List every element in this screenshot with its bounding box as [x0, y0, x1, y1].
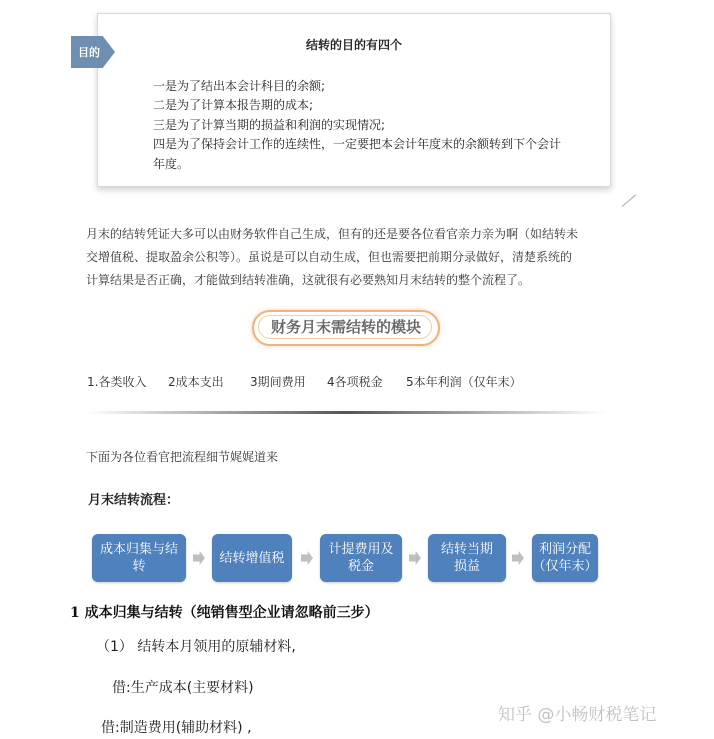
module-item-3: 3期间费用 — [250, 375, 306, 389]
flow-step-cost-collection — [92, 534, 186, 582]
module-item-5: 5本年利润（仅年末） — [406, 375, 522, 389]
arrow-right-icon — [409, 551, 421, 565]
journal-entry-line-1: 借:生产成本(主要材料) — [112, 680, 254, 696]
intro-line-3: 计算结果是否正确，才能做到结转准确，这就很有必要熟知月末结转的整个流程了。 — [86, 273, 531, 287]
section-1-subheading: （1） 结转本月领用的原辅材料, — [96, 639, 296, 655]
section-divider — [86, 411, 606, 414]
purpose-item-3: 三是为了计算当期的损益和利润的实现情况; — [153, 118, 386, 132]
flow-step-vat — [212, 534, 292, 582]
module-item-1: 1.各类收入 — [87, 375, 147, 389]
purpose-tag-label: 目的 — [78, 46, 100, 59]
section-1-heading: 1 成本归集与结转（纯销售型企业请忽略前三步） — [70, 605, 379, 621]
purpose-item-4-cont: 年度。 — [153, 157, 190, 171]
flow-step-label: 计提费用及 — [328, 542, 394, 557]
flow-step-accrue-fees — [320, 534, 402, 582]
flow-step-label: 损益 — [453, 559, 480, 574]
flow-intro: 下面为各位看官把流程细节娓娓道来 — [86, 450, 279, 464]
arrow-right-icon — [301, 551, 313, 565]
flow-step-profit-distribution — [532, 534, 598, 582]
purpose-item-1: 一是为了结出本会计科目的余额; — [153, 79, 326, 93]
flow-step-label: 结转当期 — [440, 542, 493, 557]
decorative-line — [622, 195, 636, 207]
arrow-right-icon — [512, 551, 524, 565]
module-item-4: 4各项税金 — [327, 375, 383, 389]
purpose-item-2: 二是为了计算本报告期的成本; — [153, 98, 314, 112]
purpose-card — [97, 13, 611, 187]
journal-entry-line-2: 借:制造费用(辅助材料) , — [101, 720, 252, 736]
intro-line-2: 交增值税、提取盈余公积等）。虽说是可以自动生成，但也需要把前期分录做好，清楚系统的 — [86, 250, 573, 264]
purpose-item-4: 四是为了保持会计工作的连续性，一定要把本会计年度末的余额转到下个会计 — [153, 137, 562, 151]
module-item-2: 2成本支出 — [168, 375, 224, 389]
intro-line-1: 月末的结转凭证大多可以由财务软件自己生成，但有的还是要各位看官亲力亲为啊（如结转未 — [86, 227, 579, 241]
watermark: 知乎 @小畅财税笔记 — [498, 705, 657, 725]
arrow-right-icon — [193, 551, 205, 565]
flow-step-label: 税金 — [347, 559, 374, 574]
flow-step-label: 转 — [132, 559, 146, 574]
flow-heading: 月末结转流程： — [88, 493, 180, 508]
modules-title: 财务月末需结转的模块 — [270, 318, 421, 336]
flow-step-label: 成本归集与结 — [99, 542, 178, 557]
flow-step-profit-loss — [428, 534, 506, 582]
purpose-card-title: 结转的目的有四个 — [305, 38, 402, 52]
flow-step-label: （仅年末） — [532, 559, 598, 574]
flow-step-label: 结转增值税 — [219, 550, 285, 566]
flow-step-label: 利润分配 — [538, 542, 591, 557]
